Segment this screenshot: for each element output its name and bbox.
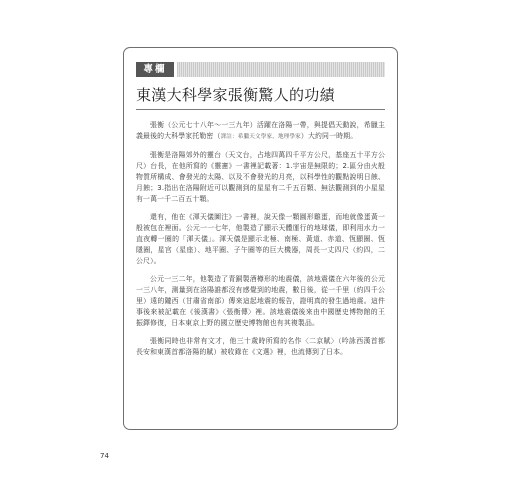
header-stripe <box>177 62 385 77</box>
paragraph-1-text-a: 張衡（公元七十八年～一三九年）活躍在洛陽一帶，與提倡天動說，希臘主義最後的大科學家托勒密（ <box>136 121 385 140</box>
paragraph-1-text-b: ）大約同一時期。 <box>300 132 358 140</box>
column-header <box>136 62 385 77</box>
paragraph-4: 公元一三二年，他製造了青銅製酒樽形的地震儀，該地震儀在六年後的公元一三八年，測量到在洛陽誰都沒有感覺到的地震，數日後，從一千里（約四千公里）遠的隴西（甘肅省南部）傳來這起地震的報告，證明真的發生過地震。這件事後來被記載在《後漢書》〈張衡傳〉裡。該地震儀後來由中國歷史博物館的王振鐸修復，日本東京上野的國立歷史博物館也有其複製品。 <box>136 275 385 327</box>
column-title: 東漢大科學家張衡驚人的功績 <box>136 86 335 104</box>
paragraph-2: 張衡是洛陽郊外的靈台（天文台，占地四萬四千平方公尺，基座五十平方公尺）台長，在他所寫的《靈憲》一書裡記載著：1.宇宙是無限的；2.區分由火般物質所構成、會發光的太陽、以及不會發光的月亮，以科學性的觀點說明日蝕、月蝕；3.指出在洛陽附近可以觀測到的星星有二千五百顆、無法觀測到的小星星有一萬一千二百五十顆。 <box>136 151 385 203</box>
column-box <box>123 47 398 430</box>
paragraph-5: 張衡同時也非常有文才，他三十歲時所寫的名作〈二京賦〉（吟詠西漢首都長安和東漢首都洛陽的賦）被收錄在《文選》裡，也流傳到了日本。 <box>136 337 385 356</box>
title-divider <box>136 109 385 110</box>
translator-note: 譯註：希臘天文學家，地理學家 <box>220 134 301 140</box>
page-number: 74 <box>100 452 109 460</box>
paragraph-1 <box>136 120 385 143</box>
column-tag: 專欄 <box>136 62 174 77</box>
paragraph-3: 還有，他在《渾天儀圖注》一書裡，說天像一顆圓形雞蛋，而地就像蛋黃一般被包在裡面。公元一一七年，他製造了顯示天體運行的地球儀，即利用水力一直夜轉一圈的「渾天儀」。渾天儀是顯示北極、南極、黃道、赤道、恆顯圈、恆隱圈，星宫（星座）、地平圈、子午圈等的巨大機器，周長一丈四尺（約四，二公尺）。 <box>136 213 385 265</box>
